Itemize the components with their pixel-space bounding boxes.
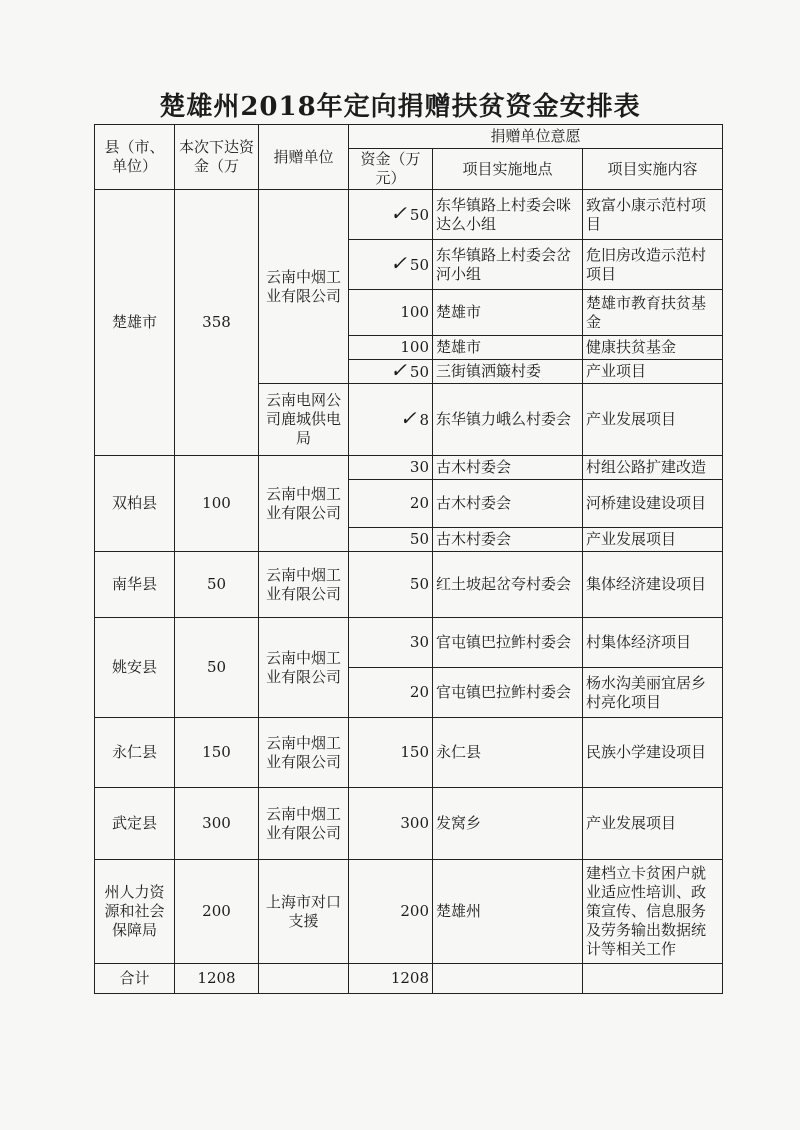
alloc-cell: 100 xyxy=(175,456,259,552)
check-mark-icon: ✓ xyxy=(390,251,407,275)
location-cell: 红土坡起岔夸村委会 xyxy=(433,552,583,618)
fund-cell: 100 xyxy=(349,336,433,360)
fund-cell: 30 xyxy=(349,456,433,480)
county-cell: 姚安县 xyxy=(95,618,175,718)
table-row xyxy=(95,718,723,788)
fund-cell: 30 xyxy=(349,618,433,668)
fund-cell: 20 xyxy=(349,480,433,528)
donor-cell: 云南中烟工业有限公司 xyxy=(259,190,349,384)
check-mark-icon: ✓ xyxy=(399,406,417,430)
content-cell: 产业发展项目 xyxy=(583,528,723,552)
content-cell: 建档立卡贫困户就业适应性培训、政策宣传、信息服务及劳务输出数据统计等相关工作 xyxy=(583,860,723,964)
county-cell: 永仁县 xyxy=(95,718,175,788)
table-row xyxy=(95,618,723,668)
header-content: 项目实施内容 xyxy=(583,149,723,190)
header-allocated: 本次下达资金（万 xyxy=(175,125,259,190)
content-cell: 民族小学建设项目 xyxy=(583,718,723,788)
fund-cell: 20 xyxy=(349,668,433,718)
fund-cell: ✓ 8 xyxy=(349,384,433,456)
header-donor: 捐赠单位 xyxy=(259,125,349,190)
location-cell: 三街镇洒簸村委 xyxy=(433,360,583,384)
county-cell: 州人力资源和社会保障局 xyxy=(95,860,175,964)
total-fund: 1208 xyxy=(349,964,433,994)
content-cell: 村组公路扩建改造 xyxy=(583,456,723,480)
content-cell: 河桥建设建设项目 xyxy=(583,480,723,528)
fund-cell: 50 xyxy=(349,528,433,552)
fund-cell: 200 xyxy=(349,860,433,964)
total-row xyxy=(95,964,723,994)
location-cell: 楚雄市 xyxy=(433,290,583,336)
content-cell: 楚雄市教育扶贫基金 xyxy=(583,290,723,336)
allocation-table xyxy=(94,124,723,994)
county-cell: 双柏县 xyxy=(95,456,175,552)
location-cell: 楚雄市 xyxy=(433,336,583,360)
location-cell: 永仁县 xyxy=(433,718,583,788)
donor-cell: 上海市对口支援 xyxy=(259,860,349,964)
content-cell: 村集体经济项目 xyxy=(583,618,723,668)
donor-cell: 云南中烟工业有限公司 xyxy=(259,456,349,552)
county-cell: 武定县 xyxy=(95,788,175,860)
table-row xyxy=(95,860,723,964)
fund-cell: ✓ 50 xyxy=(349,190,433,240)
county-cell: 南华县 xyxy=(95,552,175,618)
table-row xyxy=(95,552,723,618)
content-cell: 产业发展项目 xyxy=(583,788,723,860)
content-cell: 集体经济建设项目 xyxy=(583,552,723,618)
table-row xyxy=(95,190,723,240)
location-cell: 官屯镇巴拉鲊村委会 xyxy=(433,668,583,718)
alloc-cell: 358 xyxy=(175,190,259,456)
donor-cell: 云南中烟工业有限公司 xyxy=(259,718,349,788)
table-row xyxy=(95,788,723,860)
location-cell: 古木村委会 xyxy=(433,528,583,552)
header-location: 项目实施地点 xyxy=(433,149,583,190)
check-mark-icon: ✓ xyxy=(390,201,407,225)
content-cell: 产业项目 xyxy=(583,360,723,384)
fund-cell: 50 xyxy=(349,552,433,618)
fund-cell: 150 xyxy=(349,718,433,788)
alloc-cell: 150 xyxy=(175,718,259,788)
location-cell: 东华镇路上村委会岔河小组 xyxy=(433,240,583,290)
content-cell: 产业发展项目 xyxy=(583,384,723,456)
donor-cell: 云南中烟工业有限公司 xyxy=(259,788,349,860)
total-label: 合计 xyxy=(95,964,175,994)
check-mark-icon: ✓ xyxy=(390,358,407,382)
location-cell: 东华镇路上村委会咪达么小组 xyxy=(433,190,583,240)
fund-cell: ✓ 50 xyxy=(349,240,433,290)
header-fund: 资金（万元） xyxy=(349,149,433,190)
total-alloc: 1208 xyxy=(175,964,259,994)
location-cell: 楚雄州 xyxy=(433,860,583,964)
alloc-cell: 50 xyxy=(175,618,259,718)
alloc-cell: 50 xyxy=(175,552,259,618)
alloc-cell: 300 xyxy=(175,788,259,860)
location-cell: 古木村委会 xyxy=(433,456,583,480)
content-cell: 杨水沟美丽宜居乡村亮化项目 xyxy=(583,668,723,718)
location-cell: 发窝乡 xyxy=(433,788,583,860)
location-cell: 官屯镇巴拉鲊村委会 xyxy=(433,618,583,668)
fund-cell: ✓ 50 xyxy=(349,360,433,384)
document-title: 楚雄州2018年定向捐赠扶贫资金安排表 xyxy=(159,92,641,122)
fund-cell: 100 xyxy=(349,290,433,336)
fund-cell: 300 xyxy=(349,788,433,860)
county-cell: 楚雄市 xyxy=(95,190,175,456)
table-row xyxy=(95,456,723,480)
location-cell: 古木村委会 xyxy=(433,480,583,528)
content-cell: 危旧房改造示范村项目 xyxy=(583,240,723,290)
donor-cell: 云南中烟工业有限公司 xyxy=(259,618,349,718)
donor-cell: 云南中烟工业有限公司 xyxy=(259,552,349,618)
location-cell: 东华镇力峨么村委会 xyxy=(433,384,583,456)
alloc-cell: 200 xyxy=(175,860,259,964)
donor-cell: 云南电网公司鹿城供电局 xyxy=(259,384,349,456)
header-county: 县（市、单位） xyxy=(95,125,175,190)
content-cell: 致富小康示范村项目 xyxy=(583,190,723,240)
header-intent: 捐赠单位意愿 xyxy=(349,125,723,149)
content-cell: 健康扶贫基金 xyxy=(583,336,723,360)
